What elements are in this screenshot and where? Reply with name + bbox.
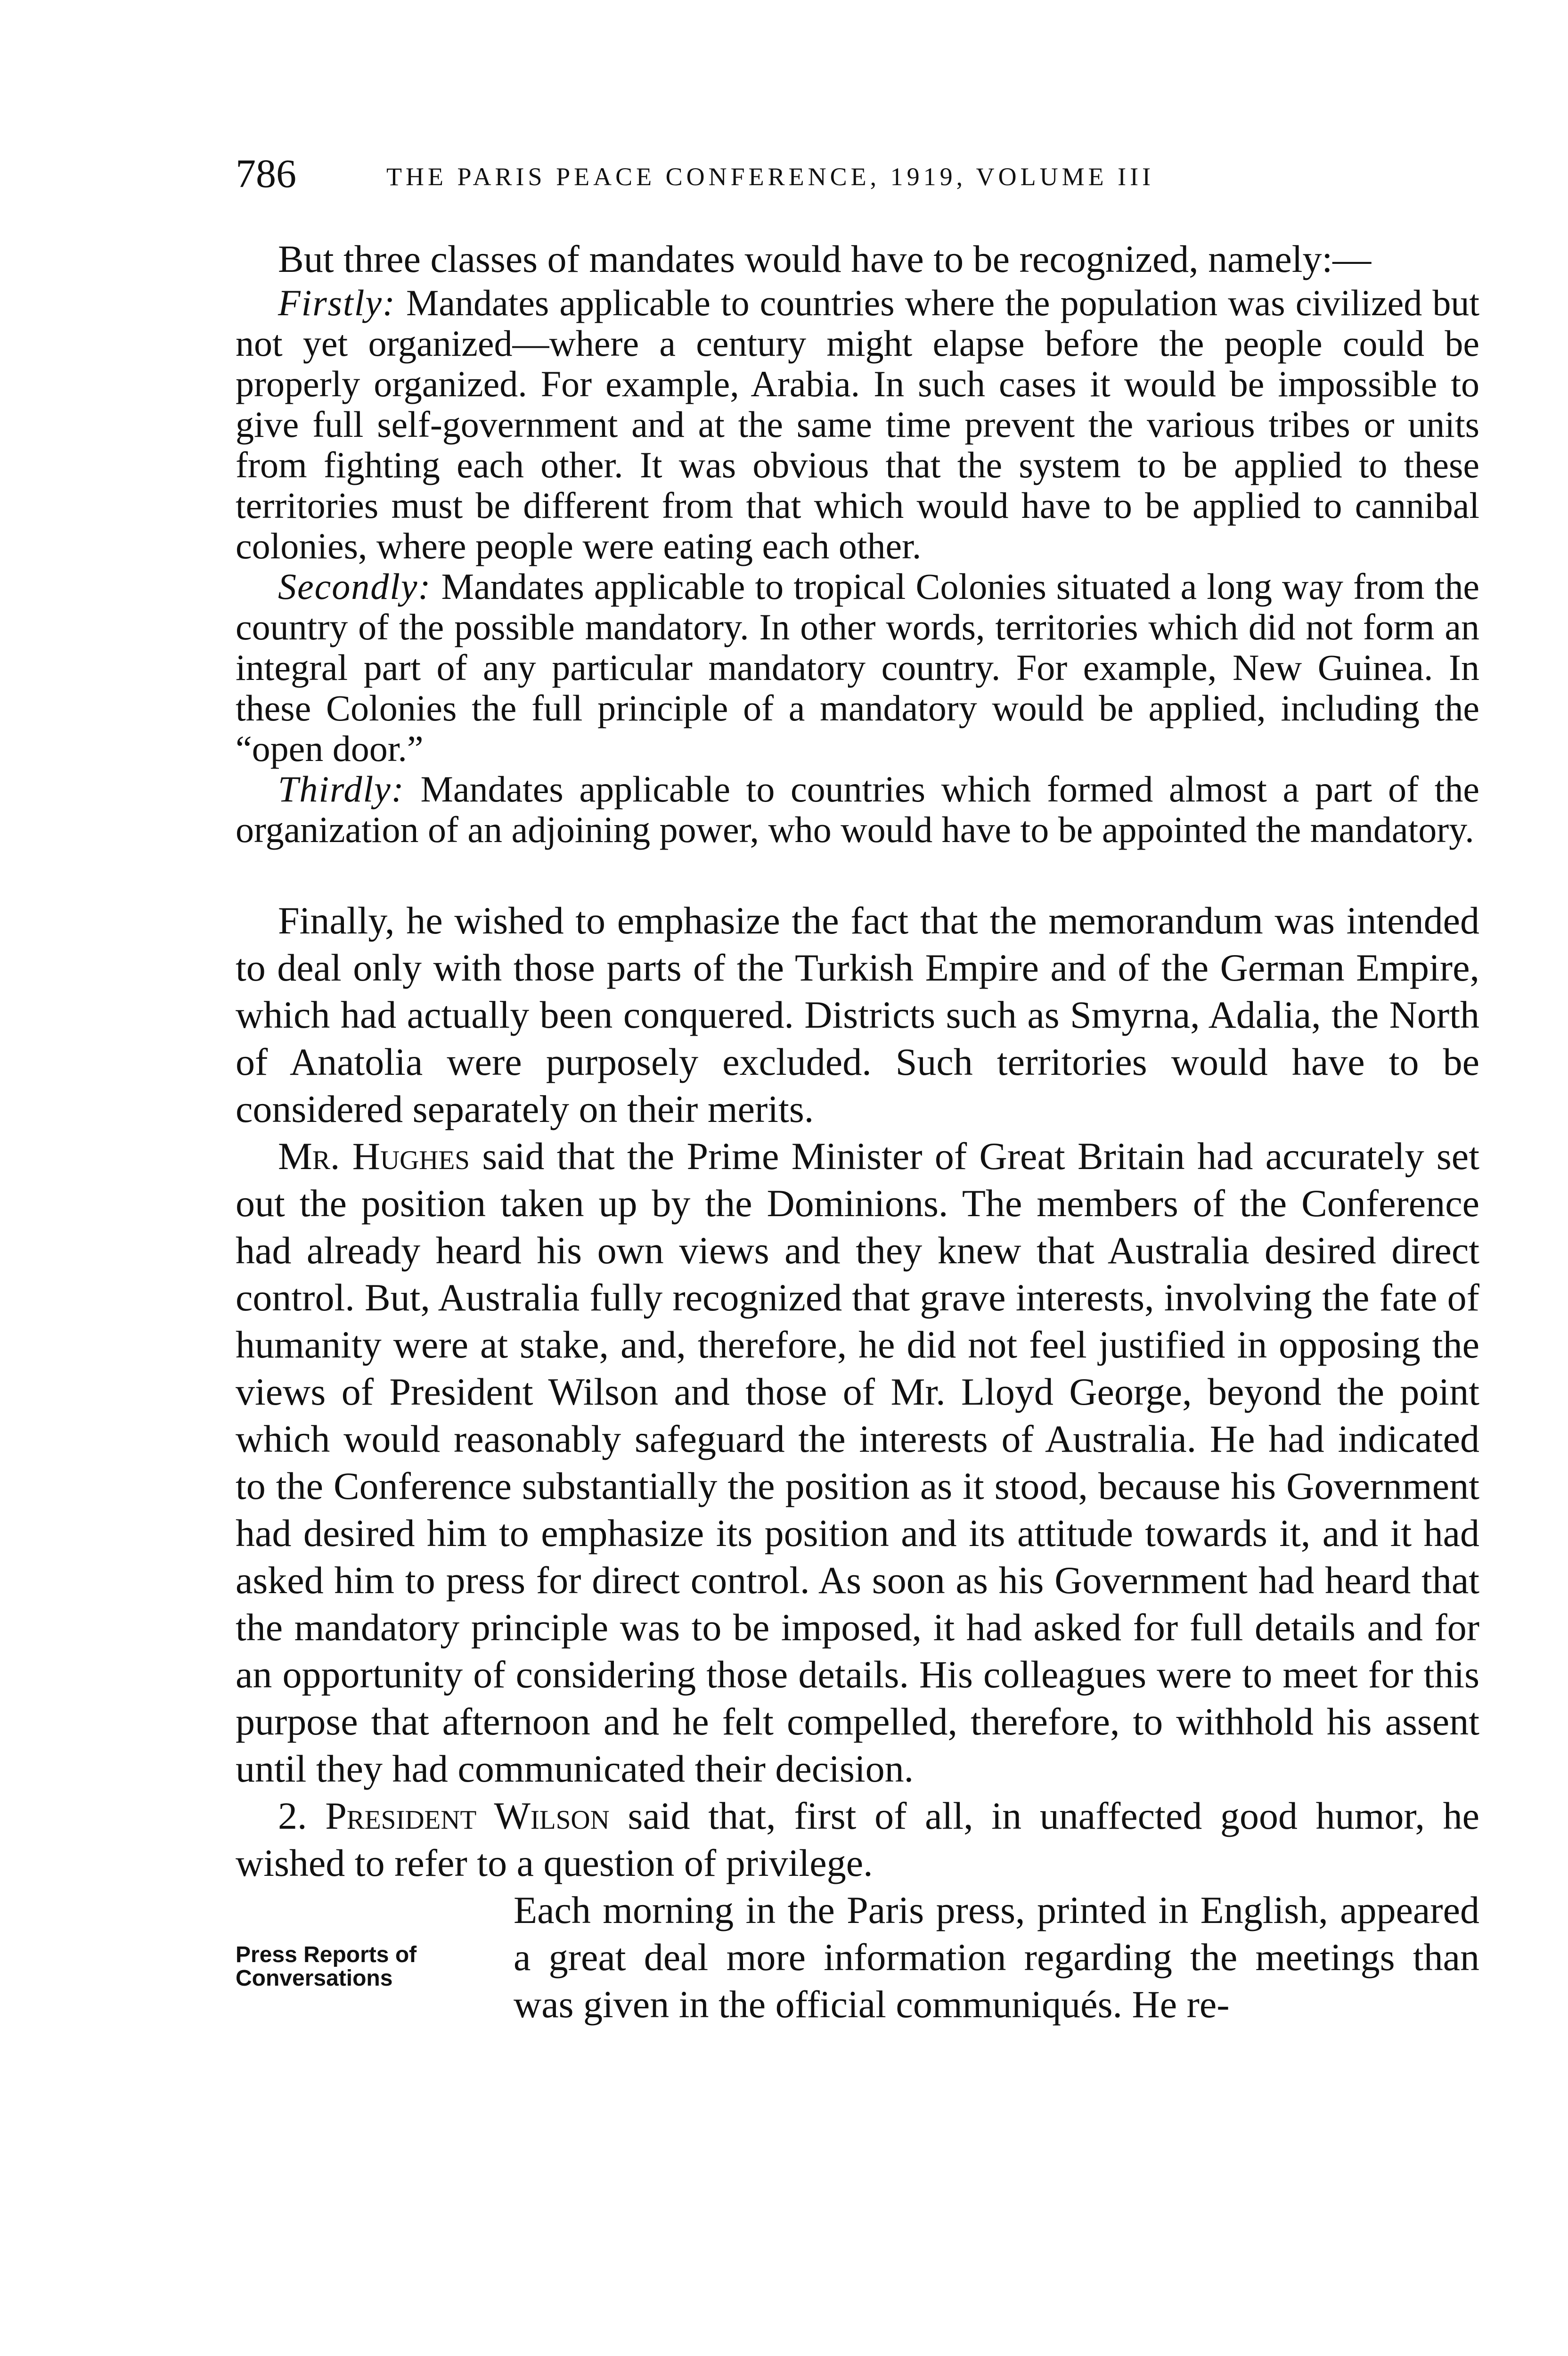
running-head: THE PARIS PEACE CONFERENCE, 1919, VOLUME III — [386, 163, 1155, 191]
hughes-text: said that the Prime Minister of Great Britain had accurately set out the position taken up by the Dominions. The members of the Conference had already heard his own views and they knew that Australia desired direct control. But, Australia fully recognized that grave interests, involving the fate of humanity were at stake, and, therefore, he did not feel justified in opposing the views of President Wilson and those of Mr. Lloyd George, beyond the point which would reasonably safeguard the interests of Australia. He had indicated to the Conference substantially the position as it stood, because his Government had desired him to emphasize its position and its attitude towards it, and it had asked him to press for direct control. As soon as his Government had heard that the mandatory principle was to be imposed, it had asked for full details and for an opportunity of considering those details. His colleagues were to meet for this purpose that afternoon and he felt compelled, therefore, to withhold his assent until they had communicated their decision. — [236, 1135, 1479, 1790]
page-header — [236, 150, 1470, 206]
thirdly-text: Mandates applicable to countries which formed almost a part of the organization of an adjoining power, who would have to be appointed the mandatory. — [236, 769, 1479, 850]
wilson-text-cont: Each morning in the Paris press, printed in English, appeared a great deal more information regarding the meetings than was given in the official communiqués. He re- — [514, 1889, 1479, 2026]
item-number: 2. — [278, 1794, 307, 1837]
body-text — [236, 236, 1479, 2028]
thirdly-label: Thirdly: — [278, 769, 405, 810]
paragraph-intro: But three classes of mandates would have to be recognized, namely:— — [278, 237, 1372, 280]
speaker-wilson: President Wilson — [325, 1794, 610, 1837]
paragraph-wilson-continued — [236, 1887, 1479, 2028]
secondly-label: Secondly: — [278, 566, 432, 607]
wilson-text-start: said that, first of all, in unaffected good humor, he wished to refer to a question of privilege. — [236, 1794, 1480, 1884]
firstly-text: Mandates applicable to countries where the population was civilized but not yet organized—where a century might elapse before the people could be properly organized. For example, Arabia. In such cases it would be impossible to give full self-government and at the same time prevent the various tribes or units from fighting each other. It was obvious that the system to be applied to these territories must be different from that which would have to be applied to cannibal colonies, where people were eating each other. — [236, 282, 1479, 566]
paragraph-finally: Finally, he wished to emphasize the fact that the memorandum was intended to deal only with those parts of the Turkish Empire and of the German Empire, which had actually been conquered. Districts such as Smyrna, Adalia, the North of Anatolia were purposely excluded. Such territories would have to be considered separately on their merits. — [236, 899, 1479, 1130]
page-number: 786 — [236, 151, 296, 196]
paragraph-wilson — [236, 1792, 1479, 1887]
margin-note-press-reports: Press Reports of Conversations — [236, 1942, 417, 1991]
mandate-classes — [236, 283, 1479, 850]
secondly-text: Mandates applicable to tropical Colonies situated a long way from the country of the possible mandatory. In other words, territories which did not form an integral part of any particular mandatory country. For example, New Guinea. In these Colonies the full principle of a mandatory would be applied, including the “open door.” — [236, 566, 1480, 769]
speaker-hughes: Mr. Hughes — [278, 1135, 470, 1178]
firstly-label: Firstly: — [278, 282, 396, 323]
paragraph-firstly — [236, 283, 1479, 566]
paragraph-thirdly — [236, 769, 1479, 850]
paragraph-secondly — [236, 566, 1479, 769]
paragraph-hughes — [236, 1133, 1479, 1792]
